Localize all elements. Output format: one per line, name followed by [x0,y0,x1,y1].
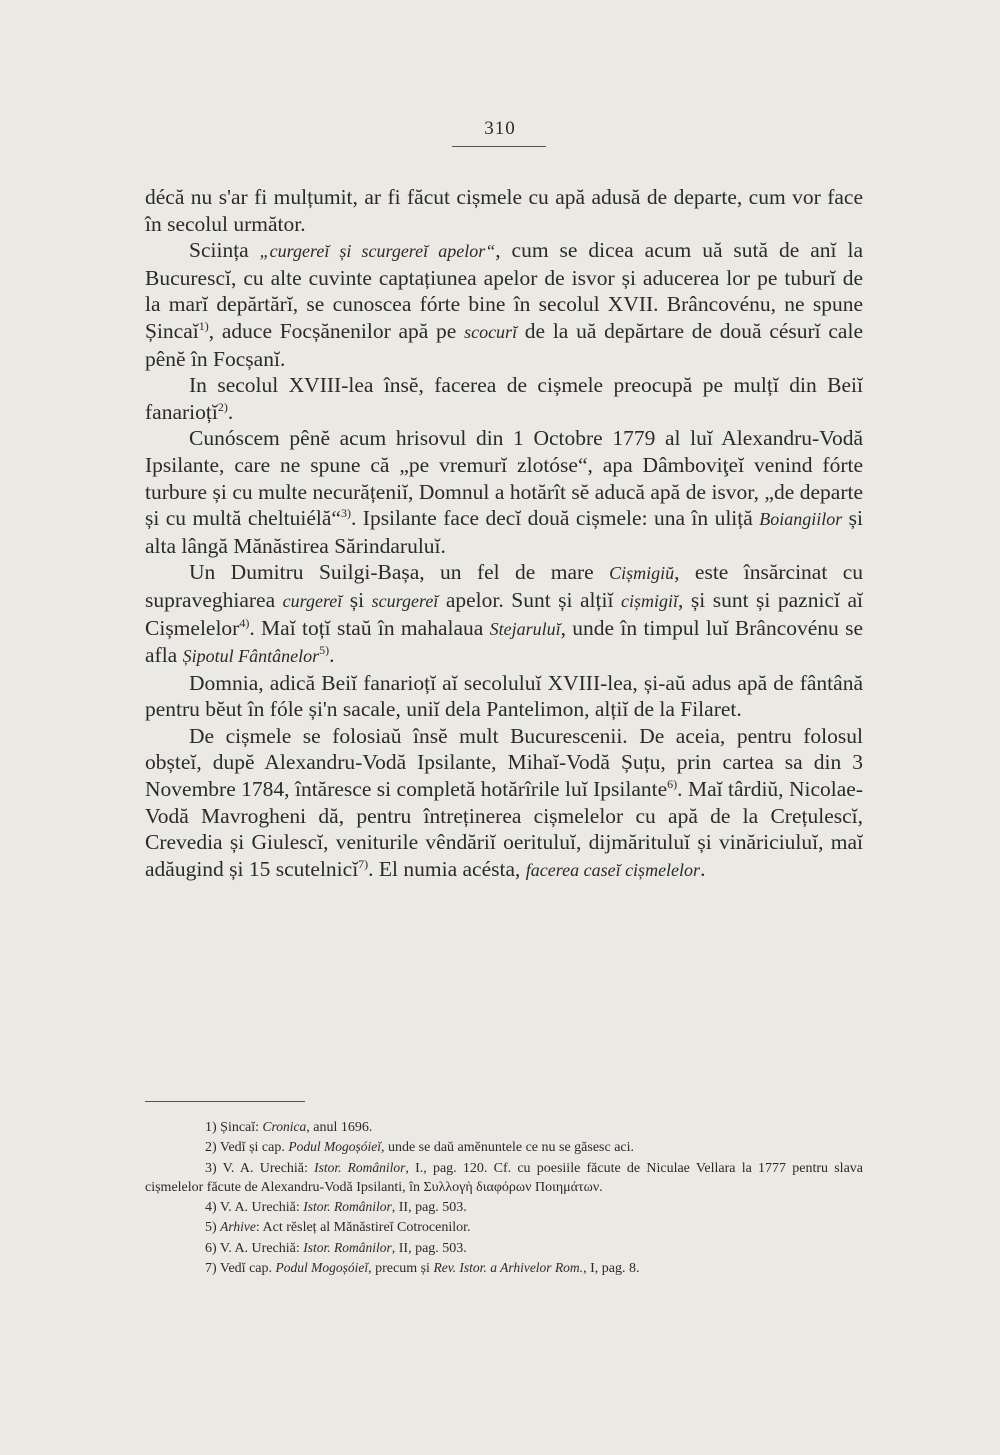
footnote-ref-7: 7) [358,856,369,871]
footnote-ref-2: 2) [217,399,228,414]
footnote-1: 1) Șincaĭ: Cronica, anul 1696. [205,1119,373,1135]
footnote-ref-5: 5) [319,642,330,657]
footnote-ref-4: 4) [239,615,250,630]
main-text [145,184,863,883]
paragraph-1: décă nu s'ar fi mulțumit, ar fi făcut cișmele cu apă adusă de departe, cum vor face în secolul următor. [145,185,863,236]
footnote-5: 5) Arhive: Act rĕsleț al Mănăstireĭ Cotrocenilor. [205,1219,471,1236]
paragraph-5: Un Dumitru Suilgi-Bașa, un fel de mare Cișmigiŭ, este însărcinat cu supraveghiarea curgereĭ și scurgereĭ apelor. Sunt și alțiĭ cișmigiĭ, și sunt și paznicĭ aĭ Cișmelelor$^{4)}$. Maĭ toțĭ staŭ în mahalaua Stejaruluĭ, unde în timpul luĭ Brâncovénu se afla Șipotul Fântânelor$^{5)}$. [145,560,864,668]
paragraph-7: De cișmele se folosiaŭ însĕ mult Bucurescenii. De aceia, pentru folosul obșteĭ, dupĕ Alexandru-Vodă Ipsilante, Mihaĭ-Vodă Șuțu, prin cartea sa din 3 Novembre 1784, întăresce si completă hotărîrile luĭ Ipsilante$^{6)}$. Maĭ târdiŭ, Nicolae-Vodă Mavrogheni dă, pentru întreținerea cișmelelor cu apă de la Crețulescĭ, Crevedia și Giulescĭ, veniturile vêndăriĭ oerituluĭ, dijmărituluĭ și vinăriciuluĭ, maĭ adăugind și 15 scutelnicĭ$^{7)}$. El numia acésta, facerea caseĭ cișmelelor. [145,723,863,881]
footnote-ref-1: 1) [198,318,209,333]
footnote-2: 2) Vedĭ și cap. Podul Mogoșóieĭ, unde se daŭ amĕnuntele ce nu se găsesc aci. [205,1139,635,1156]
paragraph-6: Domnia, adică Beiĭ fanarioțĭ aĭ secoluluĭ XVIII-lea, și-aŭ adus apă de fântână pentru bĕut în fóle și'n sacale, uniĭ dela Pantelimon, alțiĭ de la Filaret. [145,670,863,722]
footnote-ref-6: 6) [667,776,678,791]
paragraph-3: In secolul XVIII-lea însĕ, facerea de cișmele preocupă pe mulțĭ din Beiĭ fanarioțĭ$^{2)}$. [145,373,863,424]
paragraph-2: Sciința „curgereĭ și scurgereĭ apelor“, cum se dicea acum uă sută de anĭ la Bucurescĭ, cu alte cuvinte captațiunea apelor de isvor și aducerea lor pe tuburĭ de la marĭ depărtărĭ, se cunoscea fórte bine în secolul XVII. Brâncovénu, ne spune Șincaĭ$^{1)}$, aduce Focșănenilor apă pe scocurĭ de la uă depărtare de două césurĭ cale pênĕ în Focșanĭ. [145,238,863,371]
footnote-4: 4) V. A. Urechiă: Istor. Românilor, II, pag. 503. [205,1199,467,1216]
footnote-7: 7) Vedĭ cap. Podul Mogoșóieĭ, precum și Rev. Istor. a Arhivelor Rom., I, pag. 8. [205,1260,640,1277]
header-rule [452,146,546,147]
footnote-rule [145,1101,305,1102]
page-number: 310 [484,118,516,139]
paragraph-4: Cunóscem pênĕ acum hrisovul din 1 Octobre 1779 al luĭ Alexandru-Vodă Ipsilante, care ne spune că „pe vremurĭ zlotóse“, apa Dâmboviţeĭ venind fórte turbure și cu multe necurățeniĭ, Domnul a hotărît sĕ aducă apă de isvor, „de departe și cu multă cheltuiélă“$^{3)}$. Ipsilante face decĭ două cișmele: una în uliță Boiangiilor și alta lângă Mănăstirea Sărindaruluĭ. [145,426,863,558]
footnotes [145,1117,863,1278]
footnote-ref-3: 3) [340,505,351,520]
footnote-3: 3) V. A. Urechiă: Istor. Românilor, I., pag. 120. Cf. cu poesiile făcute de Niculae Vellara la 1777 pentru slava cișmelelor făcute de Alexandru-Vodă Ipsilanti, în Συλλογὴ διαφόρων Ποιημάτων. [145,1159,863,1195]
footnote-6: 6) V. A. Urechiă: Istor. Românilor, II, pag. 503. [205,1239,467,1256]
